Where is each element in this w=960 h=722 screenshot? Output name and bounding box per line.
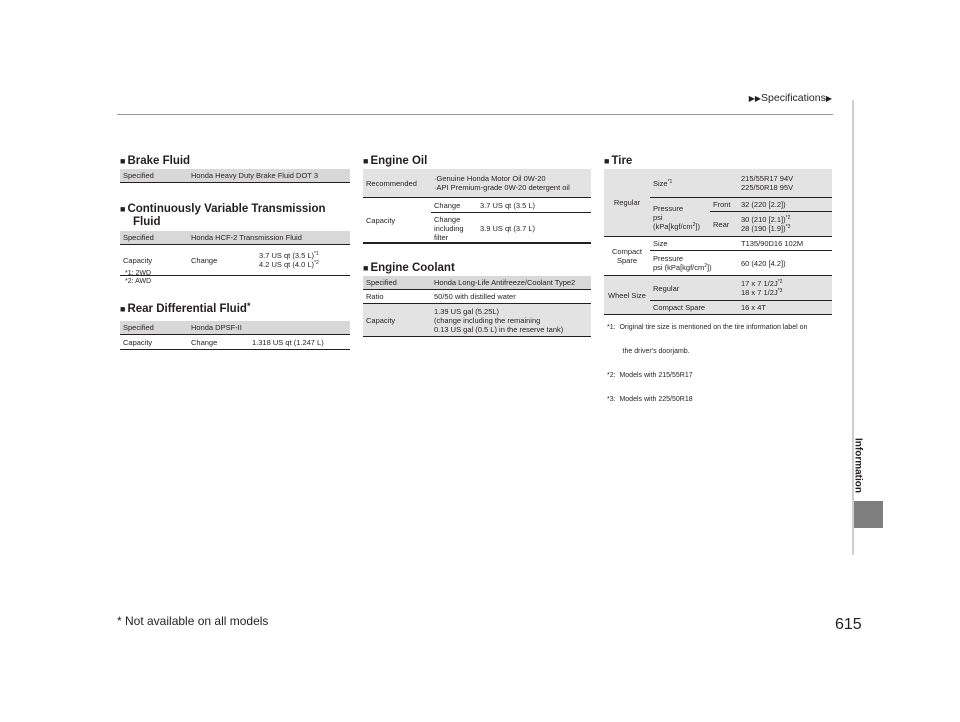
cell: Compact Spare bbox=[650, 301, 738, 315]
rear-diff-table bbox=[120, 321, 350, 350]
cell bbox=[604, 237, 650, 276]
cell: 32 (220 [2.2]) bbox=[738, 198, 832, 212]
tire-size-label: Size bbox=[653, 178, 668, 188]
sup: 2 bbox=[704, 263, 708, 269]
breadcrumb bbox=[0, 92, 832, 104]
compact-2: Spare bbox=[616, 256, 637, 265]
pressure-2: psi (kPa[kgf/cm bbox=[653, 263, 705, 272]
cell: Specified bbox=[363, 276, 431, 290]
sup: 2 bbox=[692, 221, 696, 228]
cell: 3.7 US qt (3.5 L) bbox=[477, 198, 591, 213]
side-tab-marker bbox=[854, 501, 883, 528]
wheel-1: 17 x 7 1/2J bbox=[741, 279, 778, 288]
compact-1: Compact bbox=[611, 247, 642, 256]
cell: 3.9 US qt (3.7 L) bbox=[480, 223, 536, 233]
tire-title: Tire bbox=[611, 155, 633, 167]
cell bbox=[650, 169, 738, 198]
cell bbox=[650, 198, 710, 237]
cell bbox=[431, 169, 591, 198]
ref: *1 bbox=[667, 178, 673, 185]
cell bbox=[431, 213, 477, 244]
oil-rec-1: ·Genuine Honda Motor Oil 0W-20 bbox=[434, 174, 546, 183]
page-number: 615 bbox=[835, 616, 862, 633]
cell: T135/90D16 102M bbox=[738, 237, 832, 251]
oil-filter-3: filter bbox=[434, 232, 449, 242]
square-bullet-icon: ■ bbox=[604, 156, 610, 166]
cell: Capacity bbox=[123, 337, 153, 347]
engine-oil-table bbox=[363, 169, 591, 244]
engine-oil-title: Engine Oil bbox=[370, 155, 428, 167]
cell: Specified bbox=[120, 231, 188, 245]
wheel-2: 18 x 7 1/2J bbox=[741, 288, 778, 297]
rear-diff-title: Rear Differential Fluid bbox=[127, 303, 247, 315]
section-title-engine-coolant bbox=[363, 262, 455, 275]
cell: Wheel Size bbox=[604, 276, 650, 315]
coolant-table bbox=[363, 276, 591, 337]
cell: 50/50 with distilled water bbox=[431, 290, 591, 304]
rear-2: 28 (190 [1.9]) bbox=[741, 224, 786, 233]
section-title-tire bbox=[604, 155, 632, 168]
cell bbox=[738, 212, 832, 237]
square-bullet-icon: ■ bbox=[120, 204, 126, 214]
triangle-icon: ▶ bbox=[825, 94, 832, 103]
cell: 1.318 US qt (1.247 L) bbox=[252, 337, 324, 347]
side-tab bbox=[848, 430, 868, 510]
triangle-icon: ▶▶ bbox=[748, 94, 762, 103]
ref: *2 bbox=[785, 215, 791, 221]
coolant-cap-2: (change including the remaining bbox=[434, 315, 541, 325]
cell: Change bbox=[431, 198, 477, 213]
ref: *2 bbox=[314, 260, 319, 266]
note: *2: AWD bbox=[125, 278, 152, 285]
cell: Rear bbox=[710, 212, 738, 237]
oil-rec-2: ·API Premium-grade 0W-20 detergent oil bbox=[434, 183, 570, 192]
coolant-title: Engine Coolant bbox=[370, 262, 455, 274]
ref: *1 bbox=[314, 251, 319, 257]
note: the driver's doorjamb. bbox=[607, 348, 690, 355]
pressure-3: ]) bbox=[695, 221, 700, 231]
cell: Capacity bbox=[363, 198, 431, 244]
cell bbox=[256, 245, 350, 276]
cell: Change bbox=[191, 255, 218, 265]
cell: Recommended bbox=[363, 169, 431, 198]
tire-table bbox=[604, 169, 832, 315]
brake-fluid-table bbox=[120, 169, 350, 183]
footnote: * Not available on all models bbox=[117, 614, 269, 628]
breadcrumb-label: Specifications bbox=[761, 92, 826, 104]
cell: Capacity bbox=[123, 255, 153, 265]
note: *1: Original tire size is mentioned on the tire information label on bbox=[607, 324, 808, 331]
cell bbox=[650, 251, 738, 276]
cell: Front bbox=[710, 198, 738, 212]
star: * bbox=[246, 301, 251, 311]
cell: Regular bbox=[604, 169, 650, 237]
ref: *3 bbox=[785, 224, 791, 230]
cvt-value-1: 3.7 US qt (3.5 L) bbox=[259, 251, 315, 260]
note: *1: 2WD bbox=[125, 270, 152, 277]
cvt-value-2: 4.2 US qt (4.0 L) bbox=[259, 260, 315, 269]
tire-size-2: 225/50R18 95V bbox=[741, 183, 794, 192]
cell: Regular bbox=[650, 276, 738, 301]
square-bullet-icon: ■ bbox=[120, 156, 126, 166]
oil-filter-1: Change bbox=[434, 214, 461, 224]
side-tab-label: Information bbox=[852, 438, 864, 493]
section-title-engine-oil bbox=[363, 155, 427, 168]
cell: Capacity bbox=[363, 304, 431, 337]
cell bbox=[431, 304, 591, 337]
section-title-rear-diff bbox=[120, 303, 250, 316]
cell: 60 (420 [4.2]) bbox=[738, 251, 832, 276]
cvt-table bbox=[120, 231, 350, 276]
cell: 16 x 4T bbox=[738, 301, 832, 315]
note: *2: Models with 215/55R17 bbox=[607, 372, 693, 379]
cell: Ratio bbox=[363, 290, 431, 304]
pressure-3: ]) bbox=[707, 263, 712, 272]
coolant-cap-1: 1.39 US gal (5.25L) bbox=[434, 306, 500, 316]
cvt-title-2: Fluid bbox=[133, 216, 161, 228]
square-bullet-icon: ■ bbox=[363, 263, 369, 273]
tire-notes bbox=[607, 308, 807, 412]
cell: Honda Heavy Duty Brake Fluid DOT 3 bbox=[188, 169, 350, 183]
cell: Specified bbox=[120, 169, 188, 183]
square-bullet-icon: ■ bbox=[363, 156, 369, 166]
cell bbox=[738, 169, 832, 198]
tire-size-1: 215/55R17 94V bbox=[741, 174, 794, 183]
ref: *3 bbox=[777, 288, 783, 294]
pressure-1: Pressure bbox=[653, 203, 684, 213]
square-bullet-icon: ■ bbox=[120, 304, 126, 314]
cvt-title-1: Continuously Variable Transmission bbox=[127, 203, 326, 215]
cell: Honda HCF-2 Transmission Fluid bbox=[188, 231, 350, 245]
cvt-notes bbox=[125, 270, 151, 286]
note: *3: Models with 225/50R18 bbox=[607, 396, 693, 403]
cell: Size bbox=[650, 237, 738, 251]
cell: Honda DPSF-II bbox=[188, 321, 350, 335]
pressure-2: psi (kPa[kgf/cm bbox=[653, 212, 693, 231]
coolant-cap-3: 0.13 US gal (0.5 L) in the reserve tank) bbox=[434, 324, 564, 334]
brake-title: Brake Fluid bbox=[127, 155, 191, 167]
rear-1: 30 (210 [2.1]) bbox=[741, 215, 786, 224]
header-rule bbox=[117, 114, 833, 115]
rule bbox=[363, 242, 591, 243]
pressure-1: Pressure bbox=[653, 254, 684, 263]
section-title-brake-fluid bbox=[120, 155, 190, 168]
cell: Specified bbox=[120, 321, 188, 335]
ref: *2 bbox=[777, 279, 783, 285]
cell bbox=[738, 276, 832, 301]
cell: Change bbox=[191, 337, 218, 347]
oil-filter-2: including bbox=[434, 223, 464, 233]
section-title-cvt bbox=[120, 203, 326, 229]
cell: Honda Long-Life Antifreeze/Coolant Type2 bbox=[431, 276, 591, 290]
